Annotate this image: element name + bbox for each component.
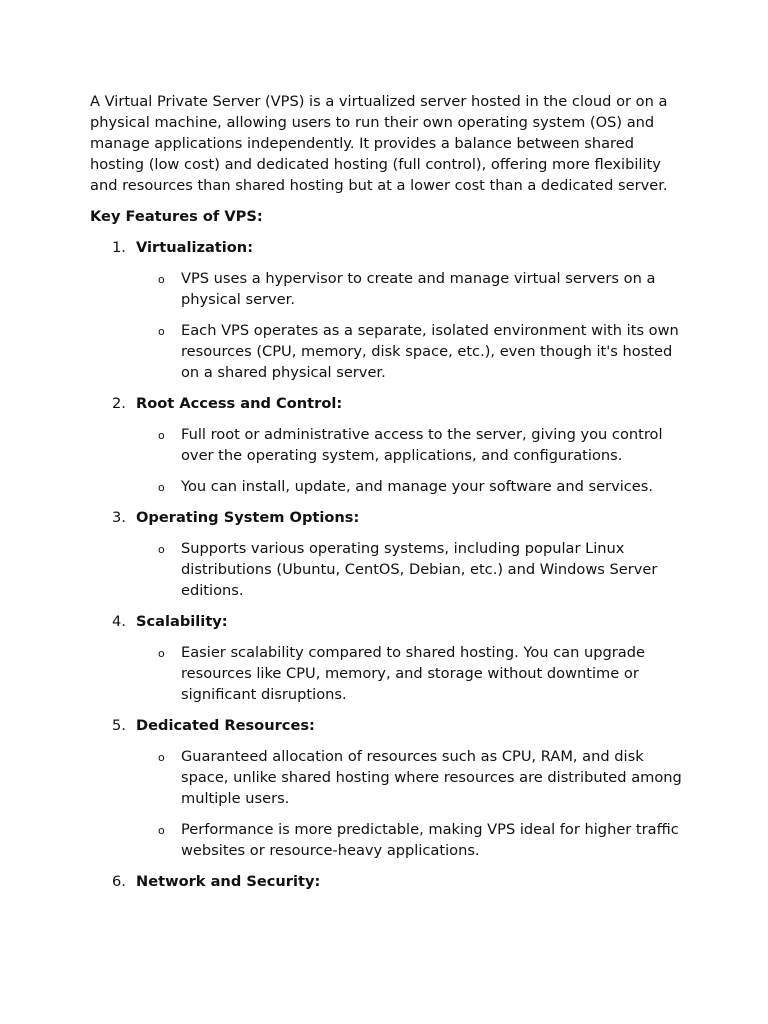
bullet-text: Performance is more predictable, making VPS ideal for higher traffic websites or resource-heavy applications.: [181, 821, 679, 859]
bullet-circle-icon: o: [158, 325, 165, 338]
feature-title: Operating System Options:: [136, 509, 360, 526]
bullet-item: [90, 268, 690, 310]
bullet-circle-icon: o: [158, 429, 165, 442]
section-heading: Key Features of VPS:: [90, 208, 263, 225]
feature-item: [90, 611, 690, 705]
bullet-circle-icon: o: [158, 824, 165, 837]
bullet-text: You can install, update, and manage your software and services.: [181, 478, 654, 495]
feature-number: 5.: [112, 717, 126, 734]
bullet-text: Each VPS operates as a separate, isolated environment with its own resources (CPU, memory, disk space, etc.), even though it's hosted on a shared physical server.: [181, 322, 679, 381]
bullet-text: Easier scalability compared to shared hosting. You can upgrade resources like CPU, memory, and storage without downtime or significant disruptions.: [181, 644, 645, 703]
feature-title: Network and Security:: [136, 873, 321, 890]
bullet-list: [90, 538, 690, 601]
feature-item: [90, 715, 690, 861]
feature-number: 3.: [112, 509, 126, 526]
bullet-item: [90, 320, 690, 383]
bullet-circle-icon: o: [158, 647, 165, 660]
feature-number: 1.: [112, 239, 126, 256]
feature-number: 4.: [112, 613, 126, 630]
bullet-text: Guaranteed allocation of resources such as CPU, RAM, and disk space, unlike shared hosting where resources are distributed among multiple users.: [181, 748, 682, 807]
feature-item: [90, 507, 690, 601]
feature-title: Virtualization:: [136, 239, 254, 256]
feature-title: Scalability:: [136, 613, 228, 630]
bullet-circle-icon: o: [158, 481, 165, 494]
bullet-list: [90, 424, 690, 497]
bullet-item: [90, 642, 690, 705]
feature-number: 6.: [112, 873, 126, 890]
feature-item: [90, 393, 690, 497]
bullet-item: [90, 476, 690, 497]
feature-item: [90, 871, 690, 892]
bullet-text: VPS uses a hypervisor to create and manage virtual servers on a physical server.: [181, 270, 656, 308]
feature-item: [90, 237, 690, 383]
bullet-text: Supports various operating systems, including popular Linux distributions (Ubuntu, CentOS, Debian, etc.) and Windows Server editions.: [181, 540, 658, 599]
bullet-item: [90, 424, 690, 466]
bullet-item: [90, 538, 690, 601]
bullet-list: [90, 642, 690, 705]
bullet-list: [90, 746, 690, 861]
feature-title: Root Access and Control:: [136, 395, 343, 412]
intro-paragraph: A Virtual Private Server (VPS) is a virtualized server hosted in the cloud or on a physical machine, allowing users to run their own operating system (OS) and manage applications independently. It provides a balance between shared hosting (low cost) and dedicated hosting (full control), offering more flexibility and resources than shared hosting but at a lower cost than a dedicated server.: [90, 93, 668, 194]
feature-number: 2.: [112, 395, 126, 412]
feature-title: Dedicated Resources:: [136, 717, 315, 734]
bullet-circle-icon: o: [158, 751, 165, 764]
bullet-circle-icon: o: [158, 273, 165, 286]
bullet-item: [90, 819, 690, 861]
bullet-item: [90, 746, 690, 809]
bullet-list: [90, 268, 690, 383]
bullet-text: Full root or administrative access to the server, giving you control over the operating system, applications, and configurations.: [181, 426, 663, 464]
document-body: [90, 91, 690, 902]
bullet-circle-icon: o: [158, 543, 165, 556]
